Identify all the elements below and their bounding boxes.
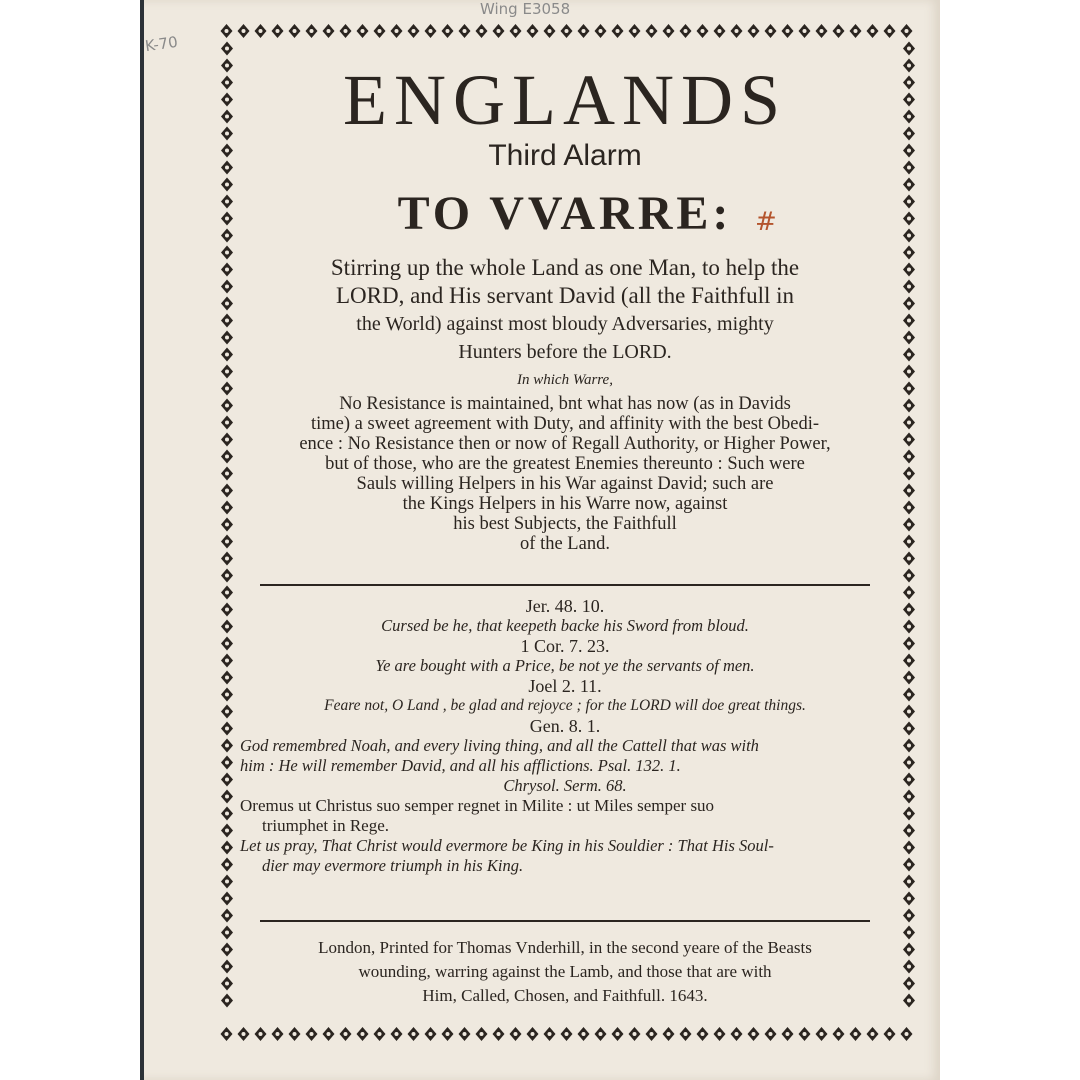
quote-line: dier may evermore triumph in his King.: [262, 856, 524, 875]
quote-line: Jer. 48. 10.: [525, 596, 605, 616]
paragraph-line: the Kings Helpers in his Warre now, against: [402, 494, 728, 514]
page-subtitle: Third Alarm: [488, 139, 642, 172]
imprint-line: London, Printed for Thomas Vnderhill, in the second yeare of the Beasts: [318, 938, 812, 957]
border-bottom: [218, 1025, 918, 1043]
manuscript-wing-number: Wing E3058: [480, 0, 571, 18]
page-title: ENGLANDS: [343, 60, 787, 140]
imprint: [240, 936, 890, 1008]
quote-line: 1 Cor. 7. 23.: [520, 636, 610, 656]
paragraph-line: Sauls willing Helpers in his War against David; such are: [356, 474, 774, 494]
paragraph-line: time) a sweet agreement with Duty, and affinity with the best Obedi-: [310, 414, 820, 434]
subtitle-line: the World) against most bloudy Adversaries, mighty: [356, 313, 774, 335]
divider-rule: [260, 584, 870, 586]
quote-line: Chrysol. Serm. 68.: [503, 776, 627, 795]
subtitle-line: LORD, and His servant David (all the Faithfull in: [335, 283, 794, 308]
quote-line: triumphet in Rege.: [262, 816, 390, 835]
border-left: [218, 40, 236, 1025]
quote-line: him : He will remember David, and all his afflictions. Psal. 132. 1.: [240, 756, 681, 775]
scripture-quotes: [240, 596, 890, 876]
quote-line: Gen. 8. 1.: [529, 716, 601, 736]
in-which-heading: In which Warre,: [517, 372, 613, 388]
quote-line: Cursed be he, that keepeth backe his Sword from bloud.: [381, 616, 749, 635]
paragraph-line: but of those, who are the greatest Enemies thereunto : Such were: [325, 454, 805, 474]
paragraph-line: No Resistance is maintained, bnt what has now (as in Davids: [339, 394, 791, 414]
subtitle-line: Stirring up the whole Land as one Man, to help the: [330, 255, 800, 280]
book-spine-edge: [140, 0, 144, 1080]
quote-line: God remembred Noah, and every living thing, and all the Cattell that was with: [240, 736, 759, 755]
title-page-content: [240, 60, 890, 1020]
quote-line: Feare not, O Land , be glad and rejoyce ; for the LORD will doe great things.: [324, 697, 806, 714]
page-title-war: TO VVARRE:: [397, 187, 733, 240]
manuscript-mark: #: [755, 207, 777, 237]
subtitle-line: Hunters before the LORD.: [458, 341, 672, 363]
imprint-line: Him, Called, Chosen, and Faithfull. 1643.: [422, 986, 708, 1005]
border-top: [218, 22, 918, 40]
quote-line: Oremus ut Christus suo semper regnet in Milite : ut Miles semper suo: [240, 796, 715, 815]
border-right: [900, 40, 918, 1025]
paragraph-line: his best Subjects, the Faithfull: [453, 514, 677, 534]
paragraph-line: of the Land.: [520, 534, 610, 554]
divider-rule: [260, 920, 870, 922]
quote-line: Joel 2. 11.: [528, 676, 602, 696]
manuscript-shelf-mark: K-70: [143, 32, 179, 56]
subtitle-block: [240, 254, 890, 366]
description-paragraph: [240, 394, 890, 554]
imprint-line: wounding, warring against the Lamb, and those that are with: [358, 962, 772, 981]
paragraph-line: ence : No Resistance then or now of Regall Authority, or Higher Power,: [299, 434, 831, 454]
quote-line: Ye are bought with a Price, be not ye the servants of men.: [375, 656, 755, 675]
quote-line: Let us pray, That Christ would evermore be King in his Souldier : That His Soul-: [240, 836, 774, 855]
